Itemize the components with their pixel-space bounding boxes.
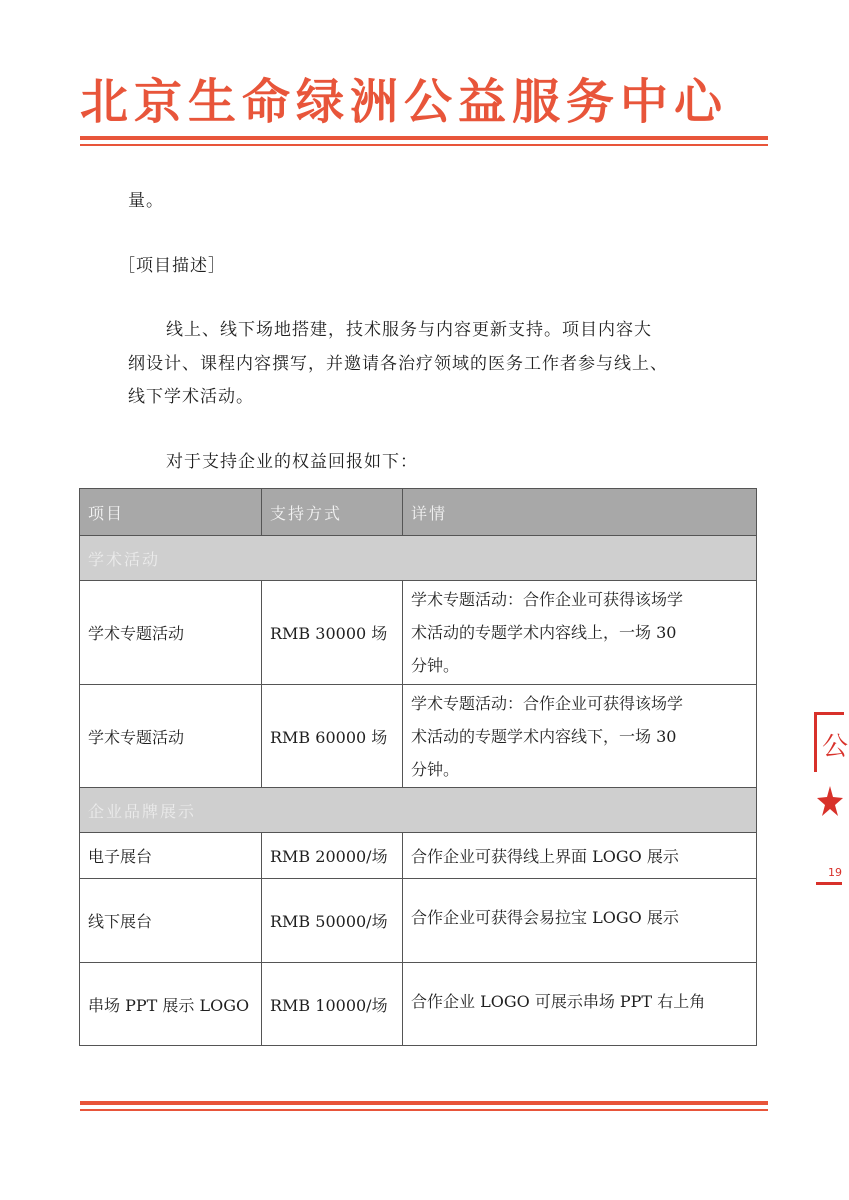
seal-char: 公 [822,732,849,762]
header-item: 项目 [80,489,262,536]
org-letterhead-title: 北京生命绿洲公益服务中心 [80,74,729,130]
cell-detail: 学术专题活动：合作企业可获得该场学 术活动的专题学术内容线上，一场 30 分钟。 [403,581,757,685]
cell-support: RMB 30000 场 [262,581,403,685]
partial-seal-stamp [812,712,849,902]
cell-item: 线下展台 [80,879,262,963]
cell-support: RMB 20000/场 [262,833,403,879]
cell-support: RMB 60000 场 [262,685,403,788]
cell-support: RMB 50000/场 [262,879,403,963]
table-row [80,963,757,1046]
footer-rule-thin [80,1109,768,1111]
section-row-academic [80,536,757,581]
table-row [80,879,757,963]
header-support: 支持方式 [262,489,403,536]
table-header-row [80,489,757,536]
paragraph-line-1: 线上、线下场地搭建，技术服务与内容更新支持。项目内容大 [166,320,652,340]
header-rule-thin [80,144,768,146]
cell-detail: 合作企业可获得线上界面 LOGO 展示 [403,833,757,879]
table-row [80,833,757,879]
table-intro: 对于支持企业的权益回报如下： [166,452,418,472]
cell-support: RMB 10000/场 [262,963,403,1046]
cell-item: 学术专题活动 [80,581,262,685]
continuation-text: 量。 [128,191,164,211]
section-heading: ［项目描述］ [118,256,226,276]
cell-detail: 学术专题活动：合作企业可获得该场学 术活动的专题学术内容线下，一场 30 分钟。 [403,685,757,788]
benefits-table [79,488,757,1046]
cell-item: 串场 PPT 展示 LOGO [80,963,262,1046]
cell-detail: 合作企业可获得会易拉宝 LOGO 展示 [403,879,757,963]
cell-detail: 合作企业 LOGO 可展示串场 PPT 右上角 [403,963,757,1046]
seal-star-icon [816,784,844,824]
section-row-brand [80,788,757,833]
paragraph-line-2: 纲设计、课程内容撰写，并邀请各治疗领域的医务工作者参与线上、 [128,354,668,374]
paragraph-line-3: 线下学术活动。 [128,387,254,407]
section-label: 学术活动 [80,536,757,581]
header-rule-thick [80,136,768,140]
header-detail: 详情 [403,489,757,536]
table-row [80,581,757,685]
footer-rule-thick [80,1101,768,1105]
table-row [80,685,757,788]
cell-item: 学术专题活动 [80,685,262,788]
section-label: 企业品牌展示 [80,788,757,833]
seal-digits: 19 [828,866,842,879]
cell-item: 电子展台 [80,833,262,879]
